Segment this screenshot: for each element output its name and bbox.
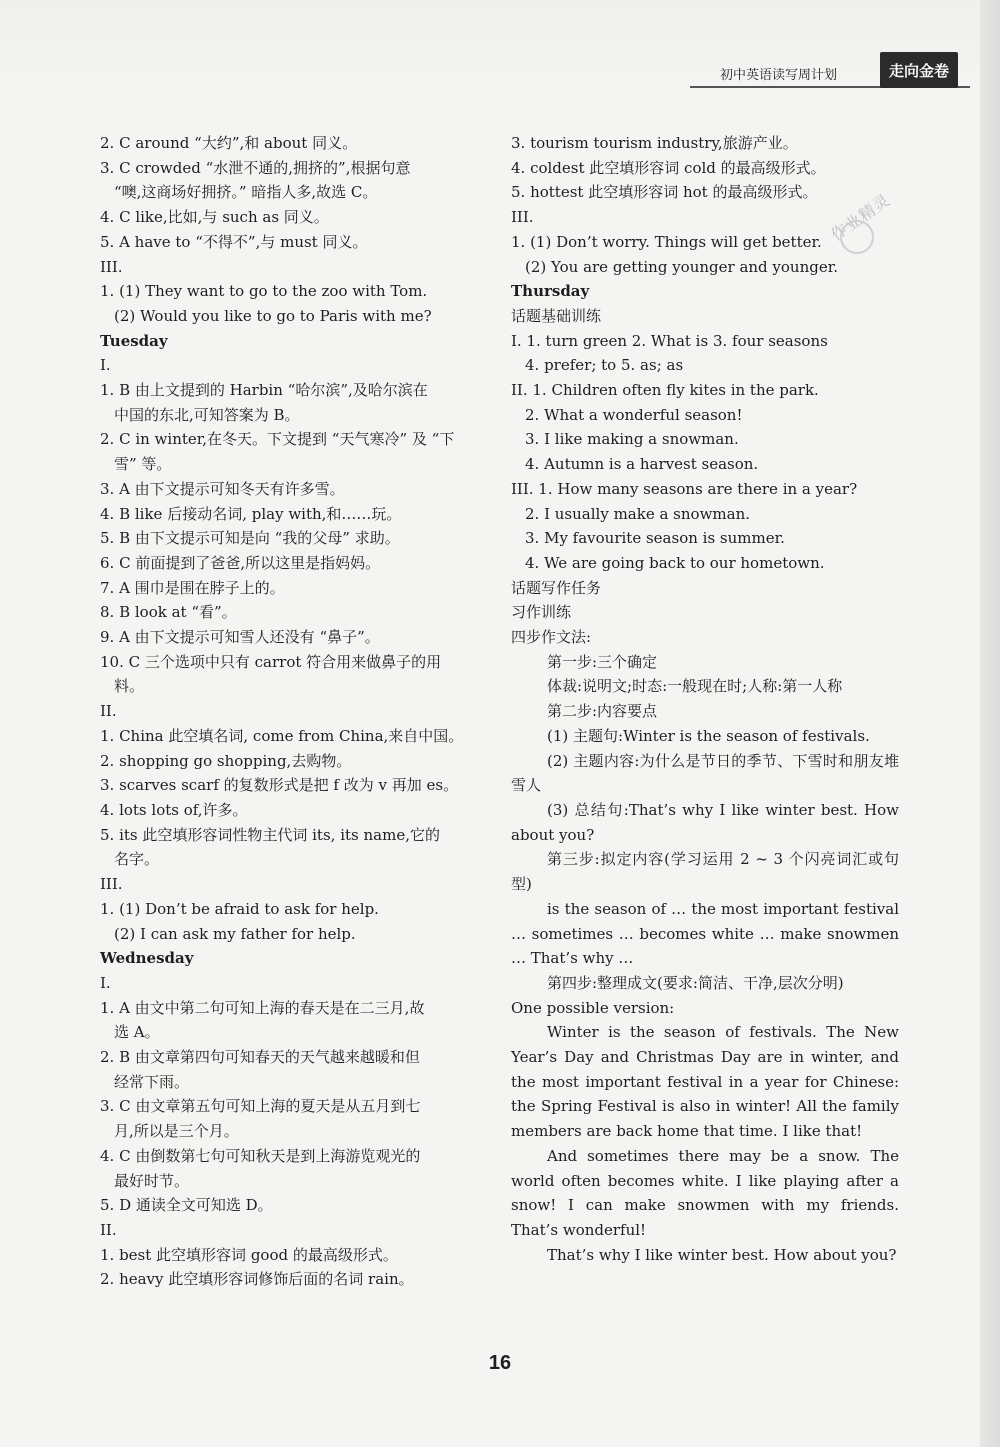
text-line: 10. C 三个选项中只有 carrot 符合用来做鼻子的用 <box>100 652 442 671</box>
text-line: 4. lots lots of,许多。 <box>100 800 248 819</box>
text-line: 5. hottest 此空填形容词 hot 的最高级形式。 <box>511 183 818 202</box>
text-line: That’s why I like winter best. How about you? <box>547 1245 897 1264</box>
text-line: 4. Autumn is a harvest season. <box>525 455 759 474</box>
text-line: 月,所以是三个月。 <box>114 1122 239 1141</box>
text-line: 名字。 <box>114 850 160 869</box>
page-edge-strip <box>980 0 1000 1447</box>
text-line: 1. B 由上文提到的 Harbin “哈尔滨”,及哈尔滨在 <box>100 381 428 400</box>
text-line: 2. shopping go shopping,去购物。 <box>100 751 352 770</box>
text-line: 第二步:内容要点 <box>547 702 658 721</box>
text-line: 话题写作任务 <box>511 578 602 597</box>
text-line: 5. D 通读全文可知选 D。 <box>100 1196 273 1215</box>
text-line: 4. B like 后接动名词, play with,和……玩。 <box>100 504 402 523</box>
text-line: 1. A 由文中第二句可知上海的春天是在二三月,故 <box>100 998 425 1017</box>
text-line: I. <box>100 973 111 992</box>
text-line: 第四步:整理成文(要求:简洁、干净,层次分明) <box>547 973 844 992</box>
text-line: II. <box>100 702 117 721</box>
text-line: 中国的东北,可知答案为 B。 <box>114 405 300 424</box>
text-line: 第一步:三个确定 <box>547 652 658 671</box>
text-line: 习作训练 <box>511 603 572 622</box>
text-line: 2. C around “大约”,和 about 同义。 <box>100 134 358 152</box>
paragraph: 体裁:说明文;时态:一般现在时;人称:第一人称 <box>547 677 843 696</box>
text-line: (2) Would you like to go to Paris with me? <box>114 306 432 325</box>
text-line: 9. A 由下文提示可知雪人还没有 “鼻子”。 <box>100 628 380 647</box>
text-line: 1. (1) They want to go to the zoo with Tom. <box>100 282 428 301</box>
text-line: 2. C in winter,在冬天。下文提到 “天气寒冷” 及 “下 <box>100 430 455 449</box>
watermark: 作业精灵 <box>827 190 894 245</box>
text-line: 四步作文法: <box>511 628 592 647</box>
text-line: “噢,这商场好拥挤。” 暗指人多,故选 C。 <box>114 183 378 202</box>
text-line: I. 1. turn green 2. What is 3. four seasons <box>511 331 828 350</box>
brand-logo: 走向金卷 <box>880 52 958 88</box>
text-line: (1) 主题句:Winter is the season of festivals. <box>547 726 870 745</box>
text-line: 2. What a wonderful season! <box>525 405 743 424</box>
text-line: 1. (1) Don’t be afraid to ask for help. <box>100 899 379 918</box>
text-line: 4. We are going back to our hometown. <box>525 553 825 572</box>
text-line: 1. best 此空填形容词 good 的最高级形式。 <box>100 1245 398 1264</box>
text-line: 3. C crowded “水泄不通的,拥挤的”,根据句意 <box>100 158 411 177</box>
text-line: 4. coldest 此空填形容词 cold 的最高级形式。 <box>511 158 826 177</box>
paragraph: And sometimes there may be a snow. The world often becomes white. I like playing after a snow! I can make snowmen with my friends. That’s wonderful! <box>511 1146 899 1239</box>
text-line: III. <box>511 208 534 227</box>
text-line: 1. China 此空填名词, come from China,来自中国。 <box>100 726 464 745</box>
paragraph: is the season of … the most important festival … sometimes … becomes white … make snowmen … That’s why … <box>511 899 899 968</box>
text-line: 选 A。 <box>114 1023 160 1042</box>
text-line: 雪” 等。 <box>114 455 172 474</box>
paragraph: (3) 总结句:That’s why I like winter best. How about you? <box>511 800 899 844</box>
section-heading: Tuesday <box>100 331 168 350</box>
text-line: One possible version: <box>511 998 675 1017</box>
series-title: 初中英语读写周计划 <box>720 68 838 83</box>
text-line: 最好时节。 <box>114 1171 190 1190</box>
right-column <box>511 131 899 1267</box>
text-line: III. 1. How many seasons are there in a year? <box>511 479 858 498</box>
text-line: III. <box>100 257 123 276</box>
text-line: 2. heavy 此空填形容词修饰后面的名词 rain。 <box>100 1270 414 1289</box>
paragraph: Winter is the season of festivals. The New Year’s Day and Christmas Day are in winter, and the most important festival in a year for Chinese: the Spring Festival is also in winter! All the family members are back home that time. I like that! <box>511 1023 899 1141</box>
text-line: I. <box>100 356 111 375</box>
text-line: 经常下雨。 <box>114 1072 190 1091</box>
text-line: 7. A 围巾是围在脖子上的。 <box>100 578 285 597</box>
text-line: 4. C like,比如,与 such as 同义。 <box>100 208 329 227</box>
text-line: 3. A 由下文提示可知冬天有许多雪。 <box>100 479 345 498</box>
text-line: 3. I like making a snowman. <box>525 430 739 449</box>
text-line: II. 1. Children often fly kites in the park. <box>511 381 819 400</box>
text-line: 话题基础训练 <box>511 306 602 325</box>
page-number: 16 <box>488 1352 512 1374</box>
text-line: 3. C 由文章第五句可知上海的夏天是从五月到七 <box>100 1097 421 1116</box>
text-line: 8. B look at “看”。 <box>100 603 237 622</box>
text-line: III. <box>100 875 123 894</box>
text-line: 3. My favourite season is summer. <box>525 529 785 548</box>
section-heading: Wednesday <box>100 949 194 968</box>
text-line: 4. C 由倒数第七句可知秋天是到上海游览观光的 <box>100 1146 421 1165</box>
text-line: 1. (1) Don’t worry. Things will get better. <box>511 232 822 251</box>
text-line: II. <box>100 1220 117 1239</box>
text-line: 2. I usually make a snowman. <box>525 504 751 523</box>
text-line: 6. C 前面提到了爸爸,所以这里是指妈妈。 <box>100 553 381 572</box>
text-line: 5. B 由下文提示可知是向 “我的父母” 求助。 <box>100 529 400 548</box>
left-column <box>100 131 485 1292</box>
text-line: (2) You are getting younger and younger. <box>525 257 839 276</box>
text-line: (2) I can ask my father for help. <box>114 924 356 943</box>
text-line: 3. tourism tourism industry,旅游产业。 <box>511 134 798 152</box>
text-line: 3. scarves scarf 的复数形式是把 f 改为 v 再加 es。 <box>100 776 459 795</box>
text-line: 料。 <box>114 677 145 696</box>
section-heading: Thursday <box>511 282 590 301</box>
text-line: 2. B 由文章第四句可知春天的天气越来越暖和但 <box>100 1048 420 1067</box>
text-line: 5. A have to “不得不”,与 must 同义。 <box>100 232 368 251</box>
text-line: 4. prefer; to 5. as; as <box>525 356 684 375</box>
paragraph: (2) 主题内容:为什么是节日的季节、下雪时和朋友堆雪人 <box>511 751 899 795</box>
paragraph: 第三步:拟定内容(学习运用 2 ~ 3 个闪亮词汇或句型) <box>511 850 899 894</box>
text-line: 5. its 此空填形容词性物主代词 its, its name,它的 <box>100 825 440 844</box>
